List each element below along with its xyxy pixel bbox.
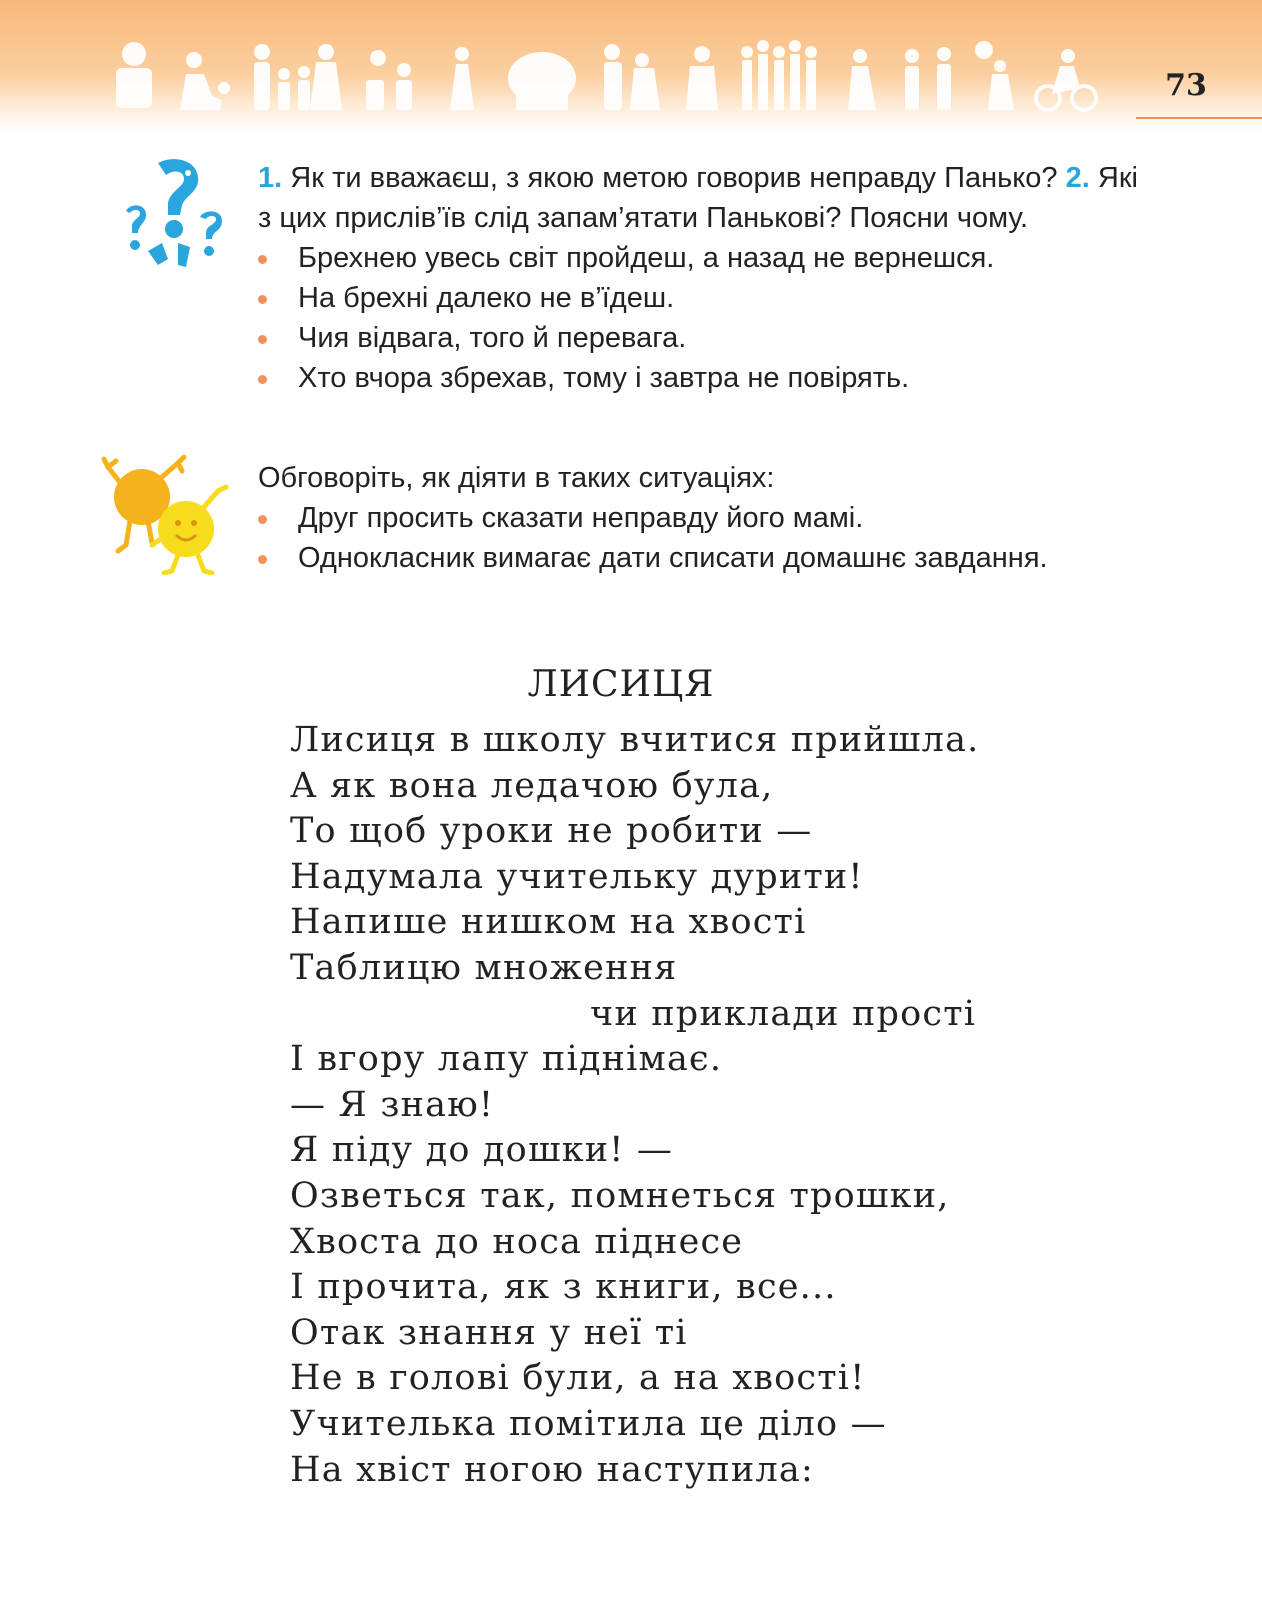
poem-line: Отак знання у неї ті [290,1312,688,1353]
poem-line: Надумала учительку дурити! [290,856,864,897]
poem-line: Напише нишком на хвості [290,902,807,943]
poem-line: Лисиця в школу вчитися прийшла. [290,720,980,760]
poem-line: — Я знаю! [290,1084,495,1125]
smiling-suns-icon [100,455,235,575]
header-band [0,0,1262,135]
list-item: Друг просить сказати неправду його мамі. [258,498,1138,538]
list-item: Чия відвага, того й перевага. [258,318,1138,358]
poem-line: Озветься так, помнеться трошки, [290,1175,950,1216]
poem-line: На хвіст ногою наступила: [290,1449,814,1490]
poem-line: То щоб уроки не робити — [290,811,813,852]
situations-list [258,498,1138,578]
question-marks-icon [118,155,228,275]
people-silhouettes-icon [112,40,1102,115]
poem-line: І вгору лапу піднімає. [290,1039,723,1080]
questions-paragraph [258,158,1138,238]
poem-title-text: ЛИСИЦЯ [527,664,715,705]
question-2-number: 2. [1065,162,1090,194]
question-1-number: 1. [258,162,283,194]
list-item: На брехні далеко не в’їдеш. [258,278,1138,318]
question-1-text: Як ти вважаєш, з якою метою говорив неправду Панько? [282,162,1066,194]
poem-line: Хвоста до носа піднесе [290,1221,744,1262]
proverbs-list [258,238,1138,398]
poem-line: Я піду до дошки! — [290,1130,674,1171]
question-2-text: Які з цих прислів’їв слід запам’ятати Панькові? Поясни чому. [258,162,1138,234]
list-item: Брехнею увесь світ пройдеш, а назад не вернешся. [258,238,1138,278]
poem-line: Не в голові були, а на хвості! [290,1358,866,1399]
page-number: 73 [1165,68,1207,103]
poem-line: Учителька помітила це діло — [290,1403,887,1444]
poem-line: І прочита, як з книги, все... [290,1267,837,1308]
poem-line: чи приклади прості [590,993,977,1034]
list-item: Однокласник вимагає дати списати домашнє завдання. [258,538,1138,578]
poem-body [290,718,1090,1493]
discussion-section [258,458,1138,578]
page-number-rule [1136,117,1262,119]
discussion-intro: Обговоріть, як діяти в таких ситуаціях: [258,462,775,494]
questions-section [258,158,1138,398]
poem-line: Таблицю множення [290,947,678,988]
list-item: Хто вчора збрехав, тому і завтра не повірять. [258,358,1138,398]
poem-title [0,664,1262,705]
poem-line: А як вона ледачою була, [290,765,774,806]
